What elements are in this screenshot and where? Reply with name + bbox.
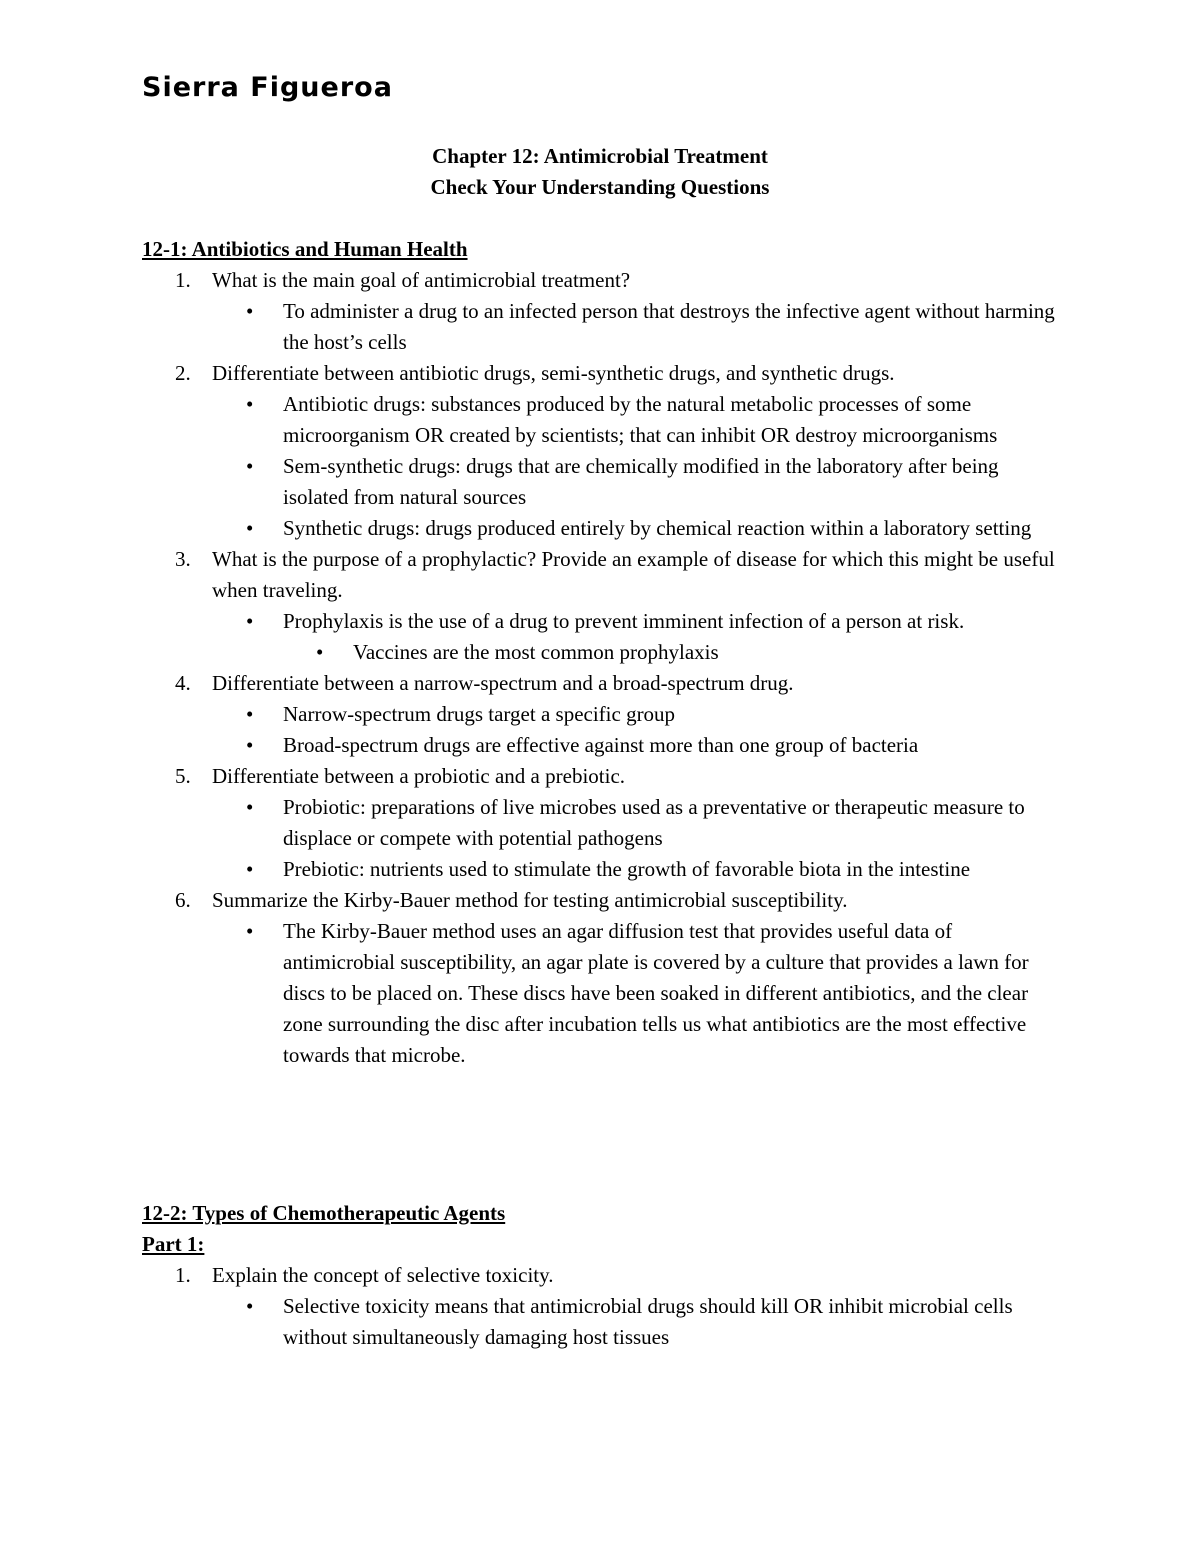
document-subtitle: Check Your Understanding Questions [430,175,770,199]
section-12-1 [142,234,1062,1071]
answer-text: Probiotic: preparations of live microbes used as a preventative or therapeutic measure to displace or compete with potential pathogens [283,795,1025,850]
question-number: 1. [175,1263,191,1287]
answer-bullet [142,389,1062,451]
question-number: 4. [175,671,191,695]
question-5 [142,761,1062,792]
answer-bullet [142,792,1062,854]
question-1 [142,1260,1062,1291]
answer-text: Selective toxicity means that antimicrobial drugs should kill OR inhibit microbial cells without simultaneously damaging host tissues [283,1294,1013,1349]
section-heading: 12-2: Types of Chemotherapeutic Agents [142,1201,506,1225]
bullet-icon: • [246,795,254,819]
question-text: Summarize the Kirby-Bauer method for testing antimicrobial susceptibility. [212,888,848,912]
answer-text: Sem-synthetic drugs: drugs that are chemically modified in the laboratory after being isolated from natural sources [283,454,999,509]
answer-text: Synthetic drugs: drugs produced entirely by chemical reaction within a laboratory setting [283,516,1032,540]
answer-bullet [142,451,1062,513]
question-2 [142,358,1062,389]
bullet-icon: • [246,609,254,633]
part-heading: Part 1: [142,1232,205,1256]
bullet-icon: • [246,733,254,757]
answer-bullet [142,1291,1062,1353]
question-text: Differentiate between a narrow-spectrum and a broad-spectrum drug. [212,671,794,695]
question-number: 2. [175,361,191,385]
answer-sub-bullet [142,637,1062,668]
answer-bullet [142,296,1062,358]
bullet-icon: • [246,392,254,416]
question-4 [142,668,1062,699]
answer-text: Prebiotic: nutrients used to stimulate the growth of favorable biota in the intestine [283,857,971,881]
document-title: Chapter 12: Antimicrobial Treatment [432,144,768,168]
bullet-icon: • [246,919,254,943]
answer-text: Broad-spectrum drugs are effective against more than one group of bacteria [283,733,919,757]
question-1 [142,265,1062,296]
question-text: Explain the concept of selective toxicity. [212,1263,554,1287]
answer-bullet [142,854,1062,885]
answer-bullet [142,606,1062,637]
answer-text: Narrow-spectrum drugs target a specific group [283,702,676,726]
section-heading: 12-1: Antibiotics and Human Health [142,237,468,261]
question-number: 1. [175,268,191,292]
answer-text: Antibiotic drugs: substances produced by the natural metabolic processes of some microorganism OR created by scientists; that can inhibit OR destroy microorganisms [283,392,998,447]
question-text: What is the main goal of antimicrobial treatment? [212,268,631,292]
bullet-icon: • [246,1294,254,1318]
bullet-icon: • [246,702,254,726]
document-titles [0,141,1200,203]
answer-text: Prophylaxis is the use of a drug to prevent imminent infection of a person at risk. [283,609,965,633]
answer-bullet [142,916,1062,1071]
answer-bullet [142,513,1062,544]
bullet-icon: • [316,640,324,664]
question-text: Differentiate between a probiotic and a prebiotic. [212,764,626,788]
question-3 [142,544,1062,606]
question-text: What is the purpose of a prophylactic? Provide an example of disease for which this might be useful when traveling. [212,547,1055,602]
bullet-icon: • [246,516,254,540]
answer-text: Vaccines are the most common prophylaxis [353,640,719,664]
question-6 [142,885,1062,916]
bullet-icon: • [246,299,254,323]
author-name: Sierra Figueroa [142,72,393,103]
question-number: 5. [175,764,191,788]
bullet-icon: • [246,454,254,478]
question-number: 6. [175,888,191,912]
question-number: 3. [175,547,191,571]
bullet-icon: • [246,857,254,881]
answer-text: To administer a drug to an infected person that destroys the infective agent without harming the host’s cells [283,299,1055,354]
answer-bullet [142,699,1062,730]
question-text: Differentiate between antibiotic drugs, semi-synthetic drugs, and synthetic drugs. [212,361,895,385]
answer-bullet [142,730,1062,761]
answer-text: The Kirby-Bauer method uses an agar diffusion test that provides useful data of antimicrobial susceptibility, an agar plate is covered by a culture that provides a lawn for discs to be placed on. These discs have been soaked in different antibiotics, and the clear zone surrounding the disc after incubation tells us what antibiotics are the most effective towards that microbe. [283,919,1029,1067]
section-12-2 [142,1198,1062,1353]
